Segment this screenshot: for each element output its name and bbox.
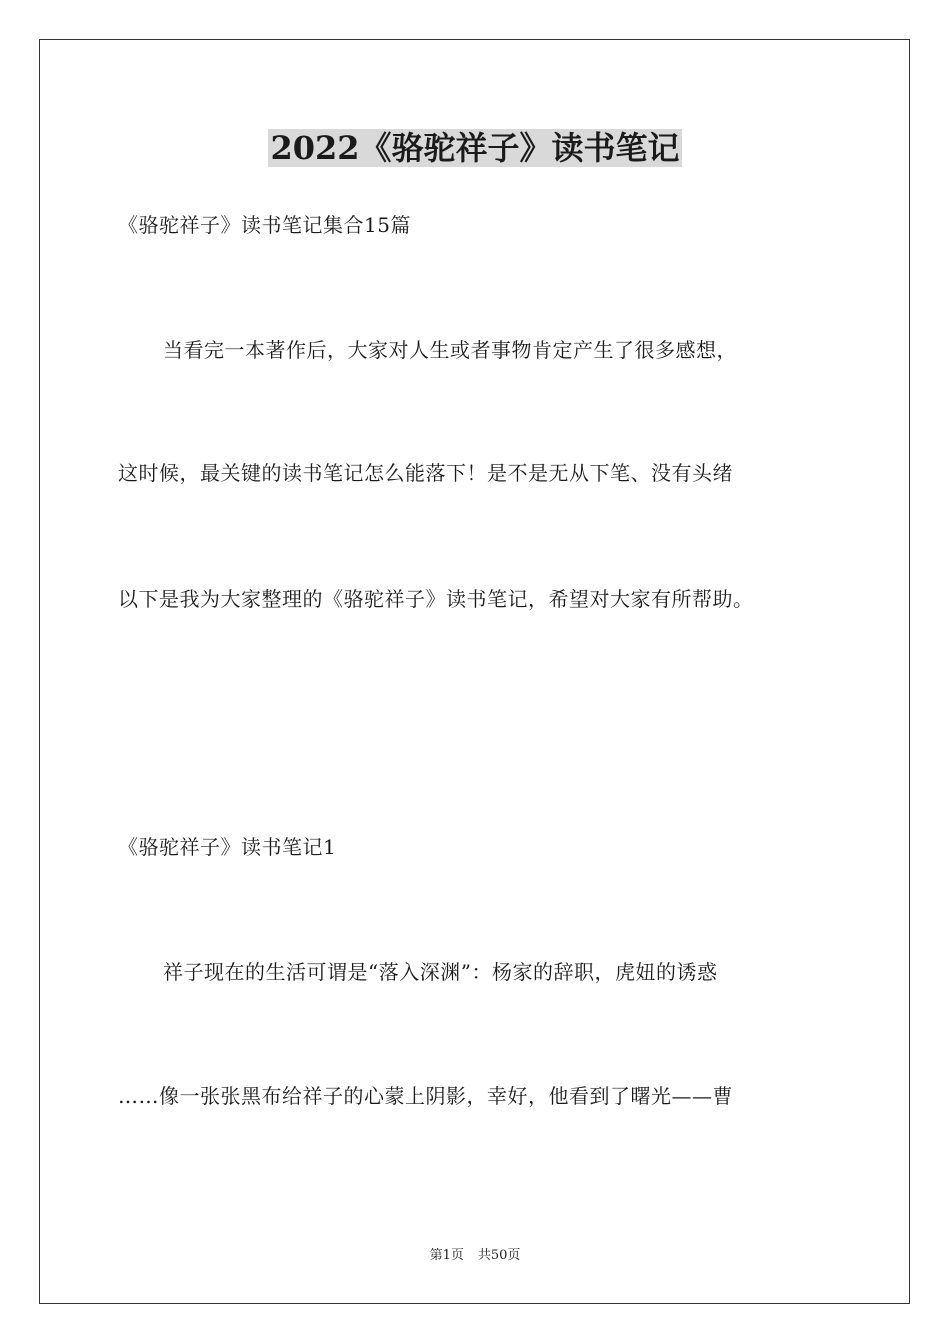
intro-line-1: 当看完一本著作后，大家对人生或者事物肯定产生了很多感想， bbox=[163, 338, 737, 362]
total-pages: 共50页 bbox=[477, 1248, 521, 1263]
section-heading: 《骆驼祥子》读书笔记1 bbox=[118, 835, 337, 859]
page-footer bbox=[0, 1247, 950, 1265]
section-line-1: 祥子现在的生活可谓是“落入深渊”：杨家的辞职，虎妞的诱惑 bbox=[163, 960, 718, 984]
document-title bbox=[0, 126, 950, 170]
document-subtitle: 《骆驼祥子》读书笔记集合15篇 bbox=[118, 213, 411, 237]
section-line-2: ……像一张张黑布给祥子的心蒙上阴影，幸好，他看到了曙光——曹 bbox=[118, 1084, 733, 1108]
page-number: 第1页 bbox=[429, 1248, 464, 1263]
intro-line-2: 这时候，最关键的读书笔记怎么能落下！是不是无从下笔、没有头绪 bbox=[118, 461, 733, 485]
document-title-text: 2022《骆驼祥子》读书笔记 bbox=[270, 129, 680, 167]
intro-line-3: 以下是我为大家整理的《骆驼祥子》读书笔记，希望对大家有所帮助。 bbox=[118, 587, 754, 611]
